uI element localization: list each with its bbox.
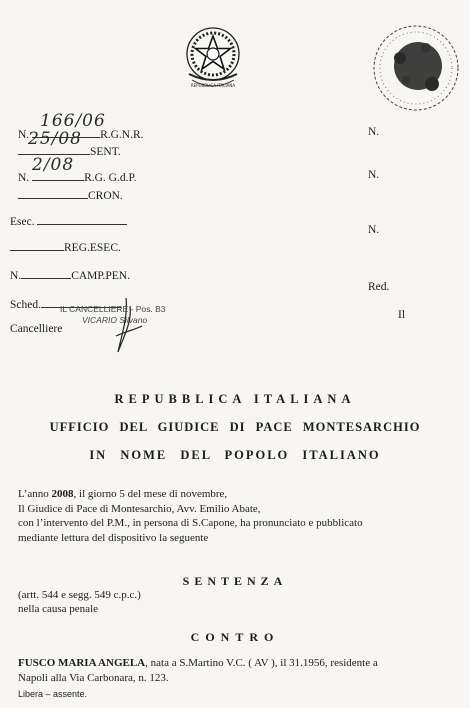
defendant-name: FUSCO MARIA ANGELA: [18, 657, 146, 669]
sched-field: Sched.: [10, 296, 121, 312]
cron-field: CRON.: [18, 187, 123, 203]
date-line: L’anno 2008, il giorno 5 del mese di novembre,: [18, 488, 228, 500]
camppen-field: N. CAMP.PEN.: [10, 267, 130, 283]
rgnr-handwritten: 166/06: [40, 111, 106, 131]
causa-line: nella causa penale: [18, 603, 99, 615]
defendant-address: Napoli alla Via Carbonara, n. 123.: [18, 671, 169, 684]
heading-office: UFFICIO DEL GIUDICE DI PACE MONTESARCHIO: [49, 420, 421, 434]
sentenza-articles: [18, 588, 141, 616]
lettura-line: mediante lettura del dispositivo la seguente: [18, 531, 209, 544]
articles-line: (artt. 544 e segg. 549 c.p.c.): [18, 589, 141, 601]
right-n1: N.: [368, 126, 380, 138]
rgnr-field: N. R.G.N.R.: [18, 126, 144, 142]
sent-field: SENT.: [18, 143, 121, 159]
rgdp-field: N. R.G. G.d.P.: [18, 169, 136, 185]
handwritten-signature-icon: [108, 296, 148, 356]
right-n3: N.: [368, 224, 380, 236]
sentence-intro: [18, 487, 458, 545]
rgdp-handwritten: 2/08: [32, 155, 75, 175]
esec-field: Esec.: [10, 213, 127, 229]
svg-text:REPUBBLICA ITALIANA: REPUBBLICA ITALIANA: [190, 83, 236, 88]
signature-stamp-line2: VICARIO Silvano: [82, 315, 148, 325]
intervento-line: con l’intervento del P.M., in persona di S.Capone, ha pronunciato e pubblicato: [18, 517, 363, 529]
sent-handwritten: 25/08: [28, 129, 82, 149]
contro-title: CONTRO: [190, 630, 280, 644]
italian-emblem-icon: [183, 20, 243, 96]
defendant-status: Libera – assente.: [18, 689, 88, 699]
signature-stamp-line1: IL CANCELLIERE - Pos. B3: [60, 304, 166, 314]
heading-republic: REPUBBLICA ITALIANA: [114, 392, 356, 406]
right-ii: Il: [398, 309, 406, 321]
office-stamp-icon: [370, 18, 462, 118]
defendant-details: FUSCO MARIA ANGELA, nata a S.Martino V.C. ( AV ), il 31.1956, residente a Napoli alla Via Carbonara, n. 123.: [18, 656, 458, 685]
cancelliere-field: Cancelliere: [10, 323, 63, 335]
right-red: Red.: [368, 281, 390, 293]
heading-in-nome: IN NOME DEL POPOLO ITALIANO: [89, 448, 381, 462]
judge-line: Il Giudice di Pace di Montesarchio, Avv. Emilio Abate,: [18, 502, 261, 515]
regesec-field: REG.ESEC.: [10, 239, 121, 255]
sentenza-title: SENTENZA: [182, 574, 288, 588]
right-n2: N.: [368, 169, 380, 181]
